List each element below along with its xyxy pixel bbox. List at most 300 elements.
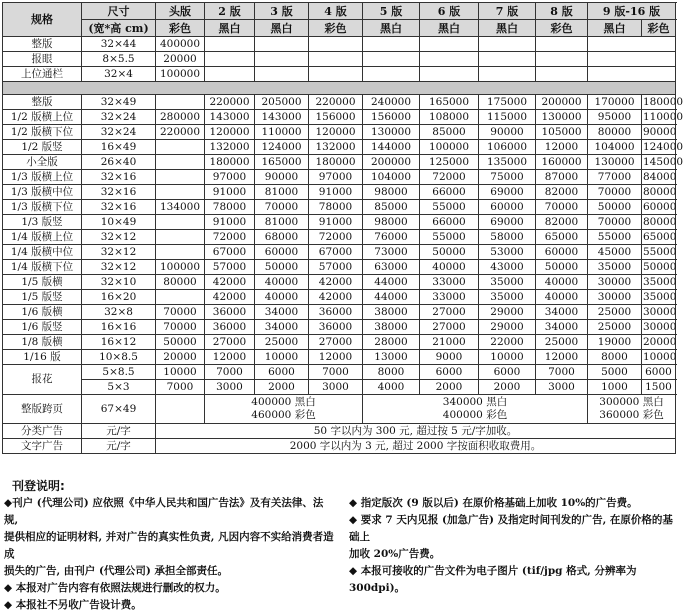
price-cell: 98000 [363, 215, 420, 230]
spread-price-bw: 340000 黑白 [442, 396, 508, 408]
price-cell: 82000 [536, 215, 588, 230]
empty-cell [363, 52, 420, 67]
spread-price-group [363, 395, 588, 424]
row-size: 32×44 [82, 37, 156, 52]
rate-table [2, 2, 683, 454]
table-row [3, 260, 676, 275]
price-cell: 69000 [479, 215, 536, 230]
empty-cell [588, 37, 676, 52]
price-cell: 115000 [479, 110, 536, 125]
price-cell: 91000 [309, 215, 363, 230]
price-cell: 44000 [363, 275, 420, 290]
empty-cell [536, 52, 588, 67]
spread-price-bw: 400000 黑白 [251, 396, 316, 408]
price-cell: 100000 [420, 140, 479, 155]
price-cell: 55000 [643, 245, 677, 258]
price-cell: 36000 [309, 320, 363, 335]
price-cell: 34000 [536, 320, 588, 335]
header-size: 尺寸 [82, 3, 156, 20]
price-cell: 90000 [479, 125, 536, 140]
price-cell: 13000 [363, 350, 420, 365]
note-line: ◆ 本报社不另收广告设计费。 [4, 599, 142, 611]
table-row [3, 350, 676, 365]
header-type-6: 黑白 [420, 20, 479, 37]
price-cell: 7000 [536, 365, 588, 380]
price-cell: 28000 [363, 335, 420, 350]
row-front-price: 100000 [156, 67, 205, 82]
row-size: 32×16 [82, 185, 156, 200]
empty-cell [205, 52, 255, 67]
header-front: 头版 [156, 3, 205, 20]
price-cell: 200000 [363, 155, 420, 170]
price-cell: 145000 [643, 155, 683, 168]
price-cell: 29000 [479, 305, 536, 320]
table-row [3, 52, 676, 67]
price-cell: 85000 [420, 125, 479, 140]
price-cell: 165000 [420, 95, 479, 110]
row-spec: 1/2 版竖 [3, 140, 82, 155]
price-cell: 35000 [643, 275, 677, 288]
price-cell: 110000 [643, 110, 683, 123]
row-front-price: 80000 [156, 275, 205, 290]
price-cell: 34000 [536, 305, 588, 320]
row-spec: 报花 [3, 365, 82, 395]
row-front-price [156, 95, 205, 110]
price-cell: 144000 [363, 140, 420, 155]
row-front-price: 400000 [156, 37, 205, 52]
price-cell: 27000 [420, 305, 479, 320]
price-cell: 6000 [642, 365, 676, 380]
header-page-7: 7 版 [479, 3, 536, 20]
price-cell: 130000 [363, 125, 420, 140]
row-size: 5×3 [82, 380, 156, 395]
table-row [3, 305, 676, 320]
price-cell: 6000 [420, 365, 479, 380]
row-size: 16×16 [82, 320, 156, 335]
price-cell: 2000 [420, 380, 479, 395]
row-front-price: 50000 [156, 335, 205, 350]
price-cell: 80000 [643, 185, 677, 198]
row-front-price: 10000 [156, 365, 205, 380]
price-cell: 42000 [205, 275, 255, 290]
spread-price-color: 460000 彩色 [251, 409, 316, 421]
row-size: 32×24 [82, 125, 156, 140]
row-size: 32×4 [82, 67, 156, 82]
table-row [3, 275, 676, 290]
row-size: 10×49 [82, 215, 156, 230]
price-cell: 72000 [205, 230, 255, 245]
price-cell: 12000 [536, 140, 588, 155]
spread-price-color: 400000 彩色 [442, 409, 508, 421]
note-line: ◆ 本报可接收的广告文件为电子图片 (tif/jpg 格式, 分辨率为 300dpi)。 [349, 565, 637, 594]
row-size: 32×12 [82, 245, 156, 260]
table-row [3, 110, 676, 125]
price-cell: 69000 [479, 185, 536, 200]
price-cell: 60000 [479, 200, 536, 215]
table-row [3, 335, 676, 350]
price-cell: 91000 [309, 185, 363, 200]
table-row [3, 320, 676, 335]
row-spec: 1/4 版横中位 [3, 245, 82, 260]
price-cell: 12000 [205, 350, 255, 365]
row-size: 32×12 [82, 230, 156, 245]
row-front-price: 70000 [156, 320, 205, 335]
price-cell: 42000 [205, 290, 255, 305]
row-spec: 整版跨页 [3, 395, 82, 424]
row-front-price: 20000 [156, 350, 205, 365]
price-cell: 10000 [479, 350, 536, 365]
empty-cell [255, 67, 309, 82]
price-cell: 27000 [420, 320, 479, 335]
row-spec: 小全版 [3, 155, 82, 170]
price-cell: 80000 [643, 215, 677, 228]
table-row [3, 424, 676, 439]
table-row [3, 380, 676, 395]
empty-cell [479, 67, 536, 82]
header-page-5: 5 版 [363, 3, 420, 20]
row-front-price: 280000 [156, 110, 205, 125]
price-cell: 78000 [205, 200, 255, 215]
price-cell: 70000 [588, 185, 642, 200]
price-cell: 19000 [588, 335, 642, 350]
price-cell: 7000 [309, 365, 363, 380]
price-cell: 57000 [309, 260, 363, 275]
price-cell: 130000 [536, 110, 588, 125]
price-cell: 40000 [536, 275, 588, 290]
price-cell: 180000 [309, 155, 363, 170]
price-cell: 35000 [588, 260, 642, 275]
price-cell: 160000 [536, 155, 588, 170]
row-size: 元/字 [82, 439, 156, 454]
empty-cell [156, 395, 205, 424]
price-cell: 30000 [588, 275, 642, 290]
price-cell: 70000 [588, 215, 642, 230]
empty-cell [255, 52, 309, 67]
price-cell: 33000 [420, 290, 479, 305]
price-cell: 68000 [255, 230, 309, 245]
row-spec: 1/8 版横 [3, 335, 82, 350]
empty-cell [205, 67, 255, 82]
row-spec: 1/5 版横 [3, 275, 82, 290]
price-cell: 81000 [255, 215, 309, 230]
price-cell: 65000 [643, 230, 677, 243]
price-cell: 4000 [363, 380, 420, 395]
price-cell: 27000 [205, 335, 255, 350]
header-type-4: 彩色 [309, 20, 363, 37]
price-cell: 25000 [255, 335, 309, 350]
empty-cell [536, 67, 588, 82]
empty-cell [309, 52, 363, 67]
header-type-8: 彩色 [536, 20, 588, 37]
price-cell: 34000 [255, 305, 309, 320]
price-cell: 95000 [588, 110, 642, 125]
table-row [3, 439, 676, 454]
table-row [3, 95, 676, 110]
row-front-price [156, 230, 205, 245]
price-cell: 98000 [363, 185, 420, 200]
row-spec: 1/3 版横上位 [3, 170, 82, 185]
section-divider [3, 82, 676, 95]
price-cell: 156000 [309, 110, 363, 125]
price-cell: 60000 [643, 200, 677, 213]
price-cell: 90000 [643, 125, 677, 138]
spread-price-group [588, 395, 676, 424]
header-front-type: 彩色 [156, 20, 205, 37]
price-cell: 130000 [588, 155, 642, 170]
price-cell: 220000 [205, 95, 255, 110]
price-cell: 70000 [536, 200, 588, 215]
row-size: 16×49 [82, 140, 156, 155]
row-size: 32×12 [82, 260, 156, 275]
row-spec: 上位通栏 [3, 67, 82, 82]
price-cell: 2000 [479, 380, 536, 395]
price-cell: 73000 [363, 245, 420, 260]
header-type-2: 黑白 [205, 20, 255, 37]
price-cell: 75000 [479, 170, 536, 185]
price-cell: 25000 [536, 335, 588, 350]
publishing-notes [4, 478, 673, 611]
row-spec: 1/3 版横下位 [3, 200, 82, 215]
empty-cell [205, 37, 255, 52]
header-type-9-16-bw: 黑白 [588, 20, 642, 37]
price-cell: 40000 [255, 275, 309, 290]
price-cell: 27000 [309, 335, 363, 350]
empty-cell [420, 52, 479, 67]
price-cell: 10000 [255, 350, 309, 365]
row-front-price [156, 215, 205, 230]
price-cell: 45000 [588, 245, 642, 260]
row-spec: 1/3 版横中位 [3, 185, 82, 200]
price-cell: 76000 [363, 230, 420, 245]
price-cell: 35000 [643, 290, 677, 303]
price-cell: 72000 [420, 170, 479, 185]
price-cell: 36000 [309, 305, 363, 320]
row-size: 8×5.5 [82, 52, 156, 67]
price-cell: 58000 [479, 230, 536, 245]
row-spec: 1/5 版竖 [3, 290, 82, 305]
empty-cell [255, 37, 309, 52]
price-cell: 50000 [255, 260, 309, 275]
spread-price-bw: 300000 黑白 [599, 396, 664, 408]
price-cell: 240000 [363, 95, 420, 110]
table-row [3, 230, 676, 245]
table-row [3, 245, 676, 260]
row-spec: 整版 [3, 37, 82, 52]
price-cell: 40000 [255, 290, 309, 305]
empty-cell [309, 67, 363, 82]
note-line: 损失的广告, 由刊户 (代理公司) 承担全部责任。 [4, 565, 229, 577]
price-cell: 50000 [420, 245, 479, 260]
note-line: 加收 20%广告费。 [349, 548, 441, 560]
row-spec: 文字广告 [3, 439, 82, 454]
row-front-price [156, 290, 205, 305]
price-cell: 60000 [536, 245, 588, 260]
row-size: 32×49 [82, 95, 156, 110]
price-cell: 8000 [588, 350, 642, 365]
price-cell: 25000 [588, 305, 642, 320]
table-row [3, 155, 676, 170]
note-line: ◆ 指定版次 (9 版以后) 在原价格基础上加收 10%的广告费。 [349, 497, 638, 509]
table-row [3, 200, 676, 215]
price-cell: 97000 [205, 170, 255, 185]
price-cell: 40000 [536, 290, 588, 305]
row-size: 16×12 [82, 335, 156, 350]
price-cell: 105000 [536, 125, 588, 140]
table-row-spread [3, 395, 676, 424]
row-size: 32×8 [82, 305, 156, 320]
row-size: 元/字 [82, 424, 156, 439]
price-cell: 50000 [643, 260, 677, 273]
price-cell: 67000 [309, 245, 363, 260]
price-cell: 66000 [420, 185, 479, 200]
rate-table-body [3, 37, 683, 454]
price-cell: 50000 [588, 200, 642, 215]
price-cell: 124000 [643, 140, 683, 153]
row-front-price [156, 140, 205, 155]
price-cell: 77000 [588, 170, 642, 185]
price-cell: 8000 [363, 365, 420, 380]
row-size: 32×24 [82, 110, 156, 125]
price-cell: 220000 [309, 95, 363, 110]
price-cell: 84000 [643, 170, 677, 183]
row-size: 67×49 [82, 395, 156, 424]
price-cell: 38000 [363, 320, 420, 335]
row-spec: 整版 [3, 95, 82, 110]
price-cell: 85000 [363, 200, 420, 215]
price-cell: 67000 [205, 245, 255, 260]
spread-price-group [205, 395, 363, 424]
price-cell: 25000 [588, 320, 642, 335]
price-cell: 6000 [479, 365, 536, 380]
header-page-4: 4 版 [309, 3, 363, 20]
empty-cell [588, 67, 676, 82]
price-cell: 33000 [420, 275, 479, 290]
price-cell: 22000 [479, 335, 536, 350]
row-description: 2000 字以内为 3 元, 超过 2000 字按面积收取费用。 [156, 439, 676, 454]
table-row [3, 37, 676, 52]
price-cell: 57000 [205, 260, 255, 275]
price-cell: 104000 [588, 140, 642, 155]
price-cell: 104000 [363, 170, 420, 185]
price-cell: 34000 [255, 320, 309, 335]
note-line: ◆ 本报对广告内容有依照法规进行删改的权力。 [4, 582, 226, 594]
row-size: 32×10 [82, 275, 156, 290]
price-cell: 5000 [588, 365, 642, 380]
header-page-8: 8 版 [536, 3, 588, 20]
header-page-6: 6 版 [420, 3, 479, 20]
row-front-price: 134000 [156, 200, 205, 215]
price-cell: 30000 [643, 305, 677, 318]
row-spec: 分类广告 [3, 424, 82, 439]
price-cell: 9000 [420, 350, 479, 365]
price-cell: 42000 [309, 290, 363, 305]
price-cell: 30000 [588, 290, 642, 305]
price-cell: 30000 [643, 320, 677, 333]
price-cell: 205000 [255, 95, 309, 110]
price-cell: 53000 [479, 245, 536, 260]
price-cell: 38000 [363, 305, 420, 320]
row-size: 16×20 [82, 290, 156, 305]
price-cell: 55000 [420, 200, 479, 215]
header-type-9-16-color: 彩色 [642, 20, 676, 37]
row-size: 32×16 [82, 200, 156, 215]
header-type-3: 黑白 [255, 20, 309, 37]
price-cell: 143000 [205, 110, 255, 125]
empty-cell [536, 37, 588, 52]
price-cell: 35000 [479, 275, 536, 290]
price-cell: 165000 [255, 155, 309, 170]
header-type-7: 黑白 [479, 20, 536, 37]
price-cell: 156000 [363, 110, 420, 125]
table-row [3, 185, 676, 200]
note-line: ◆刊户 (代理公司) 应依照《中华人民共和国广告法》及有关法律、法规, [4, 497, 324, 526]
price-cell: 1000 [588, 380, 642, 395]
price-cell: 3000 [309, 380, 363, 395]
table-row [3, 365, 676, 380]
price-cell: 97000 [309, 170, 363, 185]
row-size: 32×16 [82, 170, 156, 185]
price-cell: 70000 [255, 200, 309, 215]
notes-right-column [349, 495, 674, 597]
price-cell: 91000 [205, 185, 255, 200]
header-type-5: 黑白 [363, 20, 420, 37]
price-cell: 78000 [309, 200, 363, 215]
header-page-3: 3 版 [255, 3, 309, 20]
table-row [3, 170, 676, 185]
price-cell: 180000 [643, 95, 683, 108]
price-cell: 180000 [205, 155, 255, 170]
price-cell: 2000 [255, 380, 309, 395]
price-cell: 20000 [643, 335, 677, 348]
header-page-9-16: 9 版-16 版 [588, 3, 676, 20]
row-spec: 1/4 版横上位 [3, 230, 82, 245]
row-spec: 1/3 版竖 [3, 215, 82, 230]
price-cell: 55000 [420, 230, 479, 245]
price-cell: 80000 [588, 125, 642, 140]
price-cell: 43000 [479, 260, 536, 275]
price-cell: 36000 [205, 320, 255, 335]
row-front-price: 100000 [156, 260, 205, 275]
note-line: ◆ 要求 7 天内见报 (加急广告) 及指定时间刊发的广告, 在原价格的基础上 [349, 514, 673, 543]
empty-cell [363, 37, 420, 52]
price-cell: 3000 [536, 380, 588, 395]
row-front-price [156, 245, 205, 260]
price-cell: 91000 [205, 215, 255, 230]
price-cell: 135000 [479, 155, 536, 170]
price-cell: 108000 [420, 110, 479, 125]
row-spec: 1/2 版横下位 [3, 125, 82, 140]
table-row [3, 125, 676, 140]
empty-cell [588, 52, 676, 67]
empty-cell [420, 67, 479, 82]
header-page-2: 2 版 [205, 3, 255, 20]
row-front-price [156, 170, 205, 185]
price-cell: 3000 [205, 380, 255, 395]
price-cell: 110000 [255, 125, 309, 140]
row-size: 5×8.5 [82, 365, 156, 380]
table-row [3, 140, 676, 155]
divider-cell [3, 82, 676, 95]
empty-cell [363, 67, 420, 82]
empty-cell [479, 52, 536, 67]
price-cell: 42000 [309, 275, 363, 290]
price-cell: 1500 [642, 380, 676, 395]
row-spec: 1/16 版 [3, 350, 82, 365]
row-front-price: 70000 [156, 305, 205, 320]
price-cell: 106000 [479, 140, 536, 155]
table-row [3, 290, 676, 305]
spread-price-color: 360000 彩色 [599, 409, 664, 421]
